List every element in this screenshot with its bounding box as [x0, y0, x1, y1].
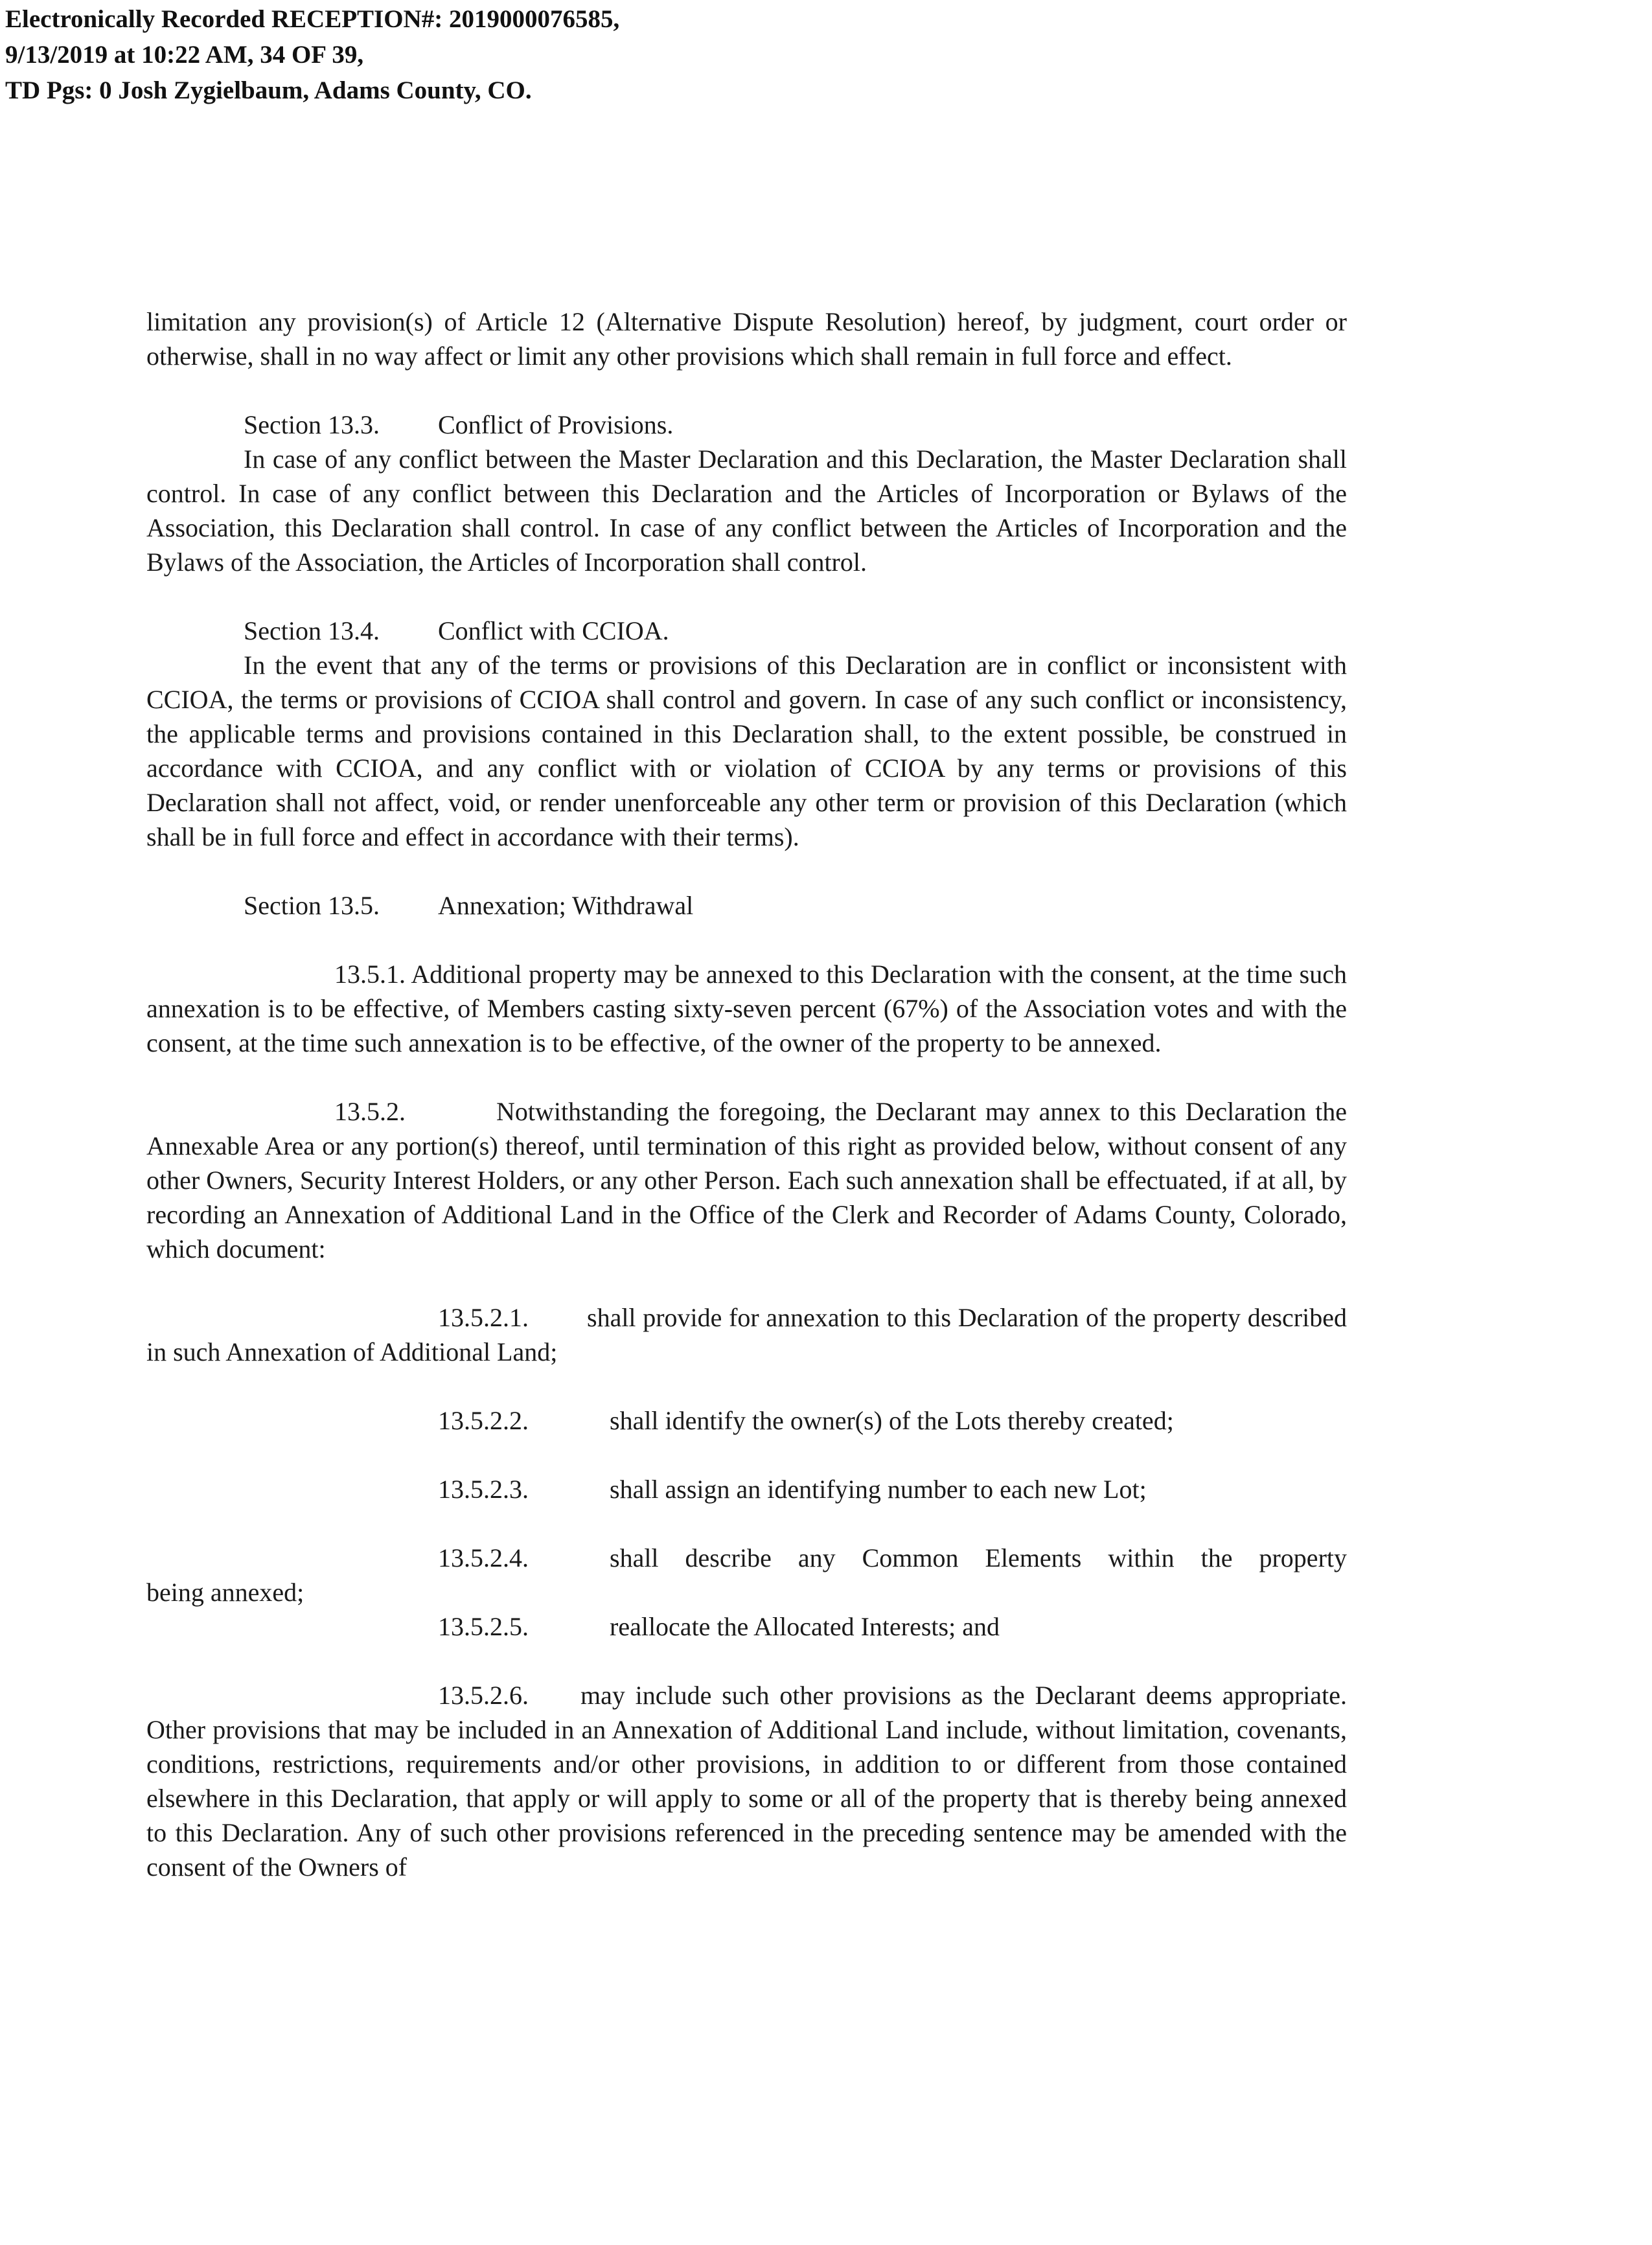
item-number: 13.5.2.6.: [438, 1681, 529, 1710]
item-number: 13.5.2.5.: [438, 1612, 529, 1641]
item-text: shall assign an identifying number to each new Lot;: [610, 1475, 1147, 1504]
section-13-3-text: In case of any conflict between the Master Declaration and this Declaration, the Master Declaration shall control. In case of any conflict between this Declaration and the Articles of Incorporation or Bylaws of the Association, this Declaration shall control. In case of any conflict between the Articles of Incorporation and the Bylaws of the Association, the Articles of Incorporation shall control.: [146, 444, 1347, 577]
section-title: Conflict with CCIOA.: [438, 616, 669, 645]
paragraph-13-5-1: 13.5.1. Additional property may be annexed to this Declaration with the consent, at the time such annexation is to be effective, of Members casting sixty-seven percent (67%) of the Association votes and with the consent, at the time such annexation is to be effective, of the owner of the property to be annexed.: [146, 960, 1347, 1057]
section-number: Section 13.5.: [244, 891, 380, 920]
paragraph-13-5-2: [146, 1094, 1347, 1266]
item-text: may include such other provisions as the Declarant deems appropriate. Other provisions that may be included in an Annexation of Additional Land include, without limitation, covenants, conditions, restrictions, requirements and/or other provisions, in addition to or different from those contained elsewhere in this Declaration, that apply or will apply to some or all of the property that is thereby being annexed to this Declaration. Any of such other provisions referenced in the preceding sentence may be amended with the consent of the Owners of: [146, 1681, 1347, 1882]
section-number: Section 13.4.: [244, 616, 380, 645]
continuation-paragraph: limitation any provision(s) of Article 12 (Alternative Dispute Resolution) hereof, by judgment, court order or otherwise, shall in no way affect or limit any other provisions which shall remain in full force and effect.: [146, 307, 1347, 371]
item-13-5-2-2: [146, 1403, 1347, 1438]
section-13-5-heading: [146, 888, 1347, 923]
item-text: reallocate the Allocated Interests; and: [610, 1612, 1000, 1641]
section-13-4-heading: [146, 614, 1347, 648]
item-13-5-2-1: [146, 1300, 1347, 1369]
item-13-5-2-4-continuation: being annexed;: [146, 1578, 304, 1607]
paragraph-number: 13.5.2.: [334, 1097, 406, 1126]
item-number: 13.5.2.4.: [438, 1543, 529, 1572]
item-13-5-2-5: [146, 1609, 1347, 1644]
item-text: shall identify the owner(s) of the Lots thereby created;: [610, 1406, 1174, 1435]
item-13-5-2-4: [146, 1541, 1347, 1575]
section-number: Section 13.3.: [244, 410, 380, 439]
item-text: shall describe any Common Elements within the property: [610, 1543, 1347, 1572]
recording-stamp: [5, 1, 619, 108]
stamp-line-reception: Electronically Recorded RECEPTION#: 2019000076585,: [5, 5, 620, 33]
section-13-4-text: In the event that any of the terms or provisions of this Declaration are in conflict or inconsistent with CCIOA, the terms or provisions of CCIOA shall control and govern. In case of any such conflict or inconsistency, the applicable terms and provisions contained in this Declaration shall, to the extent possible, be construed in accordance with CCIOA, and any conflict with or violation of CCIOA by any terms or provisions of this Declaration shall not affect, void, or render unenforceable any other term or provision of this Declaration (which shall be in full force and effect in accordance with their terms).: [146, 650, 1347, 851]
item-number: 13.5.2.3.: [438, 1475, 529, 1504]
section-13-3-heading: [146, 408, 1347, 442]
stamp-line-recorder: TD Pgs: 0 Josh Zygielbaum, Adams County, CO.: [5, 76, 532, 104]
document-body: [146, 305, 1347, 1884]
item-13-5-2-3: [146, 1472, 1347, 1506]
item-number: 13.5.2.1.: [438, 1303, 529, 1332]
paragraph-text: Notwithstanding the foregoing, the Declarant may annex to this Declaration the Annexable Area or any portion(s) thereof, until termination of this right as provided below, without consent of any other Owners, Security Interest Holders, or any other Person. Each such annexation shall be effectuated, if at all, by recording an Annexation of Additional Land in the Office of the Clerk and Recorder of Adams County, Colorado, which document:: [146, 1097, 1347, 1263]
item-text: shall provide for annexation to this Declaration of the property described in such Annexation of Additional Land;: [146, 1303, 1347, 1366]
section-title: Conflict of Provisions.: [438, 410, 674, 439]
stamp-line-date: 9/13/2019 at 10:22 AM, 34 OF 39,: [5, 41, 364, 69]
section-title: Annexation; Withdrawal: [438, 891, 694, 920]
item-13-5-2-6: [146, 1678, 1347, 1884]
item-number: 13.5.2.2.: [438, 1406, 529, 1435]
